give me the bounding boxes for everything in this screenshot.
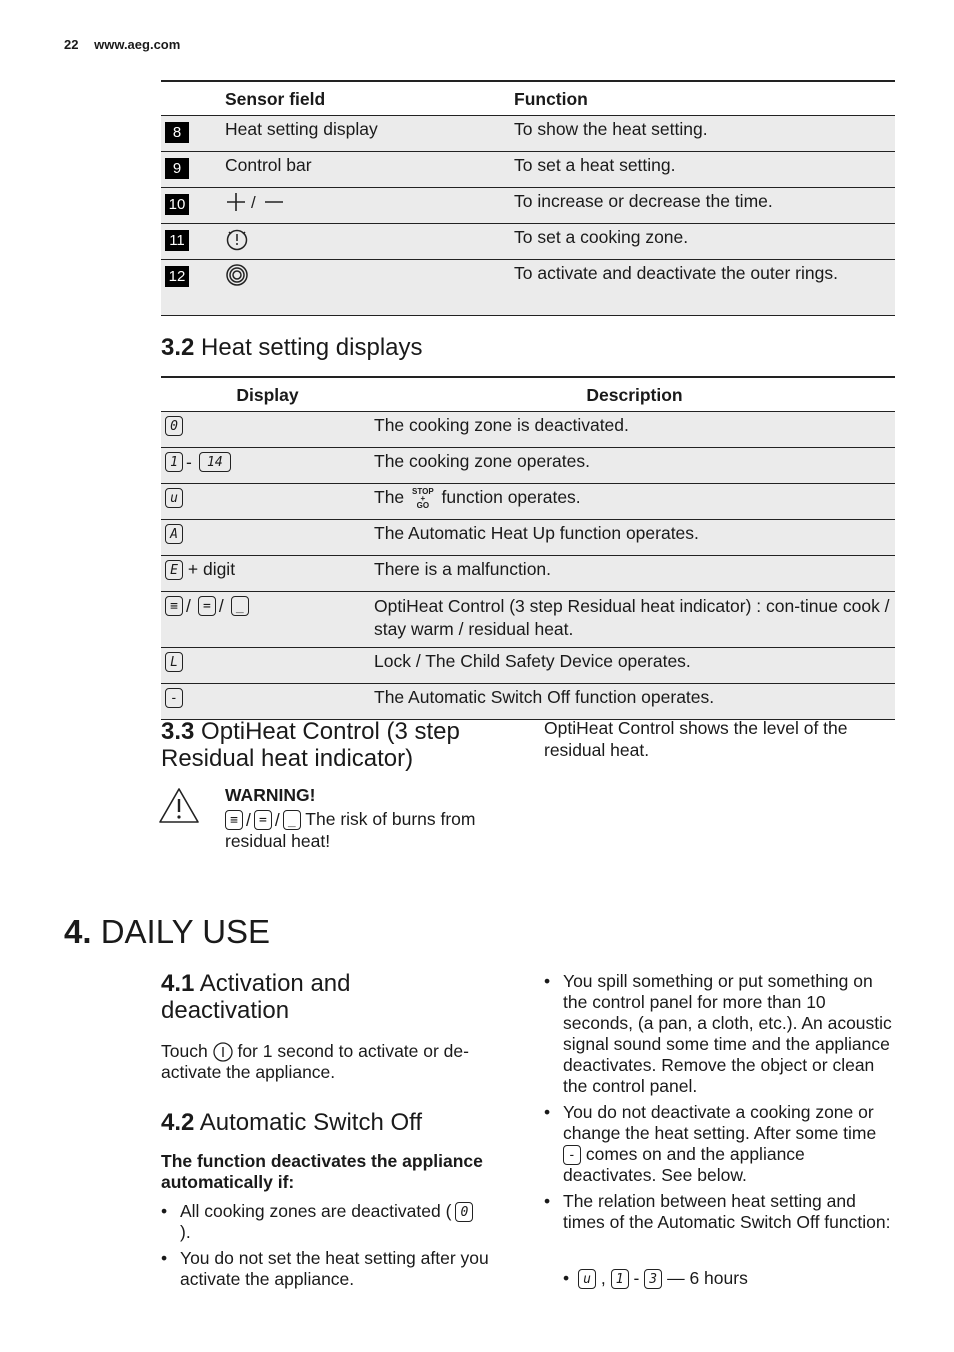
svg-text:/: / bbox=[251, 193, 256, 213]
page-header bbox=[64, 37, 192, 52]
table-row bbox=[161, 684, 895, 720]
description-cell: There is a malfunction. bbox=[374, 556, 895, 592]
list-item: • The relation between heat setting and times of the Automatic Switch Off function: bbox=[544, 1191, 896, 1233]
digit-1-icon: 1 bbox=[165, 452, 183, 472]
sensor-function: To show the heat setting. bbox=[514, 116, 895, 152]
display-cell: E + digit bbox=[161, 556, 374, 592]
description-cell: The cooking zone operates. bbox=[374, 448, 895, 484]
description-cell: The STOP + GO function operates. bbox=[374, 484, 895, 520]
sensor-function: To activate and deactivate the outer rings. bbox=[514, 260, 895, 316]
digit-dash-icon: - bbox=[165, 688, 183, 708]
residual-heat-1-icon: _ bbox=[231, 596, 249, 616]
digit-0-icon: 0 bbox=[455, 1202, 473, 1222]
column-header: Description bbox=[374, 377, 895, 412]
table-row bbox=[161, 188, 895, 224]
sensor-function: To set a heat setting. bbox=[514, 152, 895, 188]
sensor-field bbox=[225, 188, 514, 224]
column-header: Sensor field bbox=[225, 81, 514, 116]
digit-dash-icon: - bbox=[563, 1145, 581, 1165]
display-cell bbox=[161, 520, 374, 556]
list-item: • All cooking zones are deactivated ( 0 ). bbox=[161, 1201, 516, 1243]
table-row bbox=[161, 224, 895, 260]
residual-heat-3-icon: ≡ bbox=[165, 596, 183, 616]
on-off-icon bbox=[213, 1041, 238, 1061]
display-cell: 1 - 14 bbox=[161, 448, 374, 484]
section-heading: 3.3 OptiHeat Control (3 step Residual heat indicator) bbox=[161, 718, 460, 772]
condition-list-left bbox=[161, 1201, 516, 1295]
stop-go-display-icon: u bbox=[578, 1269, 596, 1289]
website: www.aeg.com bbox=[94, 37, 181, 52]
table-row bbox=[161, 116, 895, 152]
column-header: Function bbox=[514, 81, 895, 116]
list-item: • You spill something or put something on the control panel for more than 10 seconds, (a pan, a cloth, etc.). An acoustic signal sound some time and the appliance deactivates. Remove the object or clean the control panel. bbox=[544, 971, 896, 1097]
description-cell: OptiHeat Control (3 step Residual heat indicator) : con-tinue cook / stay warm / residual heat. bbox=[374, 592, 895, 648]
sensor-field bbox=[225, 224, 514, 260]
display-cell: ≡ / = / _ bbox=[161, 592, 374, 648]
table-row bbox=[161, 152, 895, 188]
table-row bbox=[161, 484, 895, 520]
plus-minus-icon bbox=[225, 191, 285, 211]
sensor-field: Heat setting display bbox=[225, 116, 514, 152]
page-number: 22 bbox=[64, 37, 79, 52]
sensor-field-table bbox=[161, 80, 895, 316]
column-header: Display bbox=[161, 377, 374, 412]
callout-number: 9 bbox=[165, 158, 189, 179]
stop-go-icon: STOP + GO bbox=[412, 486, 434, 510]
table-header-row bbox=[161, 81, 895, 116]
sensor-function: To increase or decrease the time. bbox=[514, 188, 895, 224]
warning-text: ≡ / = / _ The risk of burns from residual heat! bbox=[225, 809, 476, 851]
callout-number: 8 bbox=[165, 122, 189, 143]
section-heading: 4.1 Activation and deactivation bbox=[161, 970, 351, 1024]
display-cell bbox=[161, 684, 374, 720]
callout-number: 12 bbox=[165, 266, 189, 287]
table-row bbox=[161, 412, 895, 448]
digit-1-icon: 1 bbox=[611, 1269, 629, 1289]
table-row bbox=[161, 648, 895, 684]
description-cell: Lock / The Child Safety Device operates. bbox=[374, 648, 895, 684]
optiheat-description: OptiHeat Control shows the level of the residual heat. bbox=[544, 718, 848, 760]
table-header-row bbox=[161, 377, 895, 412]
sensor-function: To set a cooking zone. bbox=[514, 224, 895, 260]
chapter-title: 4. DAILY USE bbox=[64, 913, 271, 950]
callout-number: 10 bbox=[165, 194, 189, 215]
sensor-field bbox=[225, 260, 514, 316]
heat-setting-display-table bbox=[161, 376, 895, 720]
table-row bbox=[161, 520, 895, 556]
table-row bbox=[161, 592, 895, 648]
lead-text: The function deactivates the appliance automatically if: bbox=[161, 1151, 483, 1192]
residual-heat-2-icon: = bbox=[254, 810, 272, 830]
callout-number: 11 bbox=[165, 230, 189, 251]
residual-heat-2-icon: = bbox=[198, 596, 216, 616]
digit-e-icon: E bbox=[165, 560, 183, 580]
description-cell: The Automatic Switch Off function operates. bbox=[374, 684, 895, 720]
digit-a-icon: A bbox=[165, 524, 183, 544]
table-row bbox=[161, 448, 895, 484]
table-row bbox=[161, 260, 895, 316]
sensor-field: Control bar bbox=[225, 152, 514, 188]
warning-triangle-icon bbox=[158, 787, 200, 830]
digit-3-icon: 3 bbox=[644, 1269, 662, 1289]
display-cell bbox=[161, 484, 374, 520]
sub-list-item: • u , 1 - 3 — 6 hours bbox=[563, 1268, 748, 1288]
outer-ring-icon bbox=[225, 264, 249, 284]
description-cell: The cooking zone is deactivated. bbox=[374, 412, 895, 448]
digit-0-icon: 0 bbox=[165, 416, 183, 436]
condition-list-right bbox=[544, 971, 896, 1238]
residual-heat-1-icon: _ bbox=[283, 810, 301, 830]
warning-label: WARNING! bbox=[225, 785, 316, 805]
activation-text: Touch for 1 second to activate or de-activate the appliance. bbox=[161, 1041, 469, 1083]
stop-go-display-icon: u bbox=[165, 488, 183, 508]
section-heading: 3.2 Heat setting displays bbox=[161, 334, 423, 361]
table-row bbox=[161, 556, 895, 592]
display-cell bbox=[161, 412, 374, 448]
list-item: • You do not set the heat setting after you activate the appliance. bbox=[161, 1248, 516, 1290]
list-item: • You do not deactivate a cooking zone or change the heat setting. After some time - comes on and the appliance deactivates. See below. bbox=[544, 1102, 896, 1186]
display-cell bbox=[161, 648, 374, 684]
digit-14-icon: 14 bbox=[199, 452, 231, 472]
description-cell: The Automatic Heat Up function operates. bbox=[374, 520, 895, 556]
digit-l-icon: L bbox=[165, 652, 183, 672]
residual-heat-3-icon: ≡ bbox=[225, 810, 243, 830]
timer-icon bbox=[225, 228, 249, 248]
section-heading: 4.2 Automatic Switch Off bbox=[161, 1109, 423, 1136]
